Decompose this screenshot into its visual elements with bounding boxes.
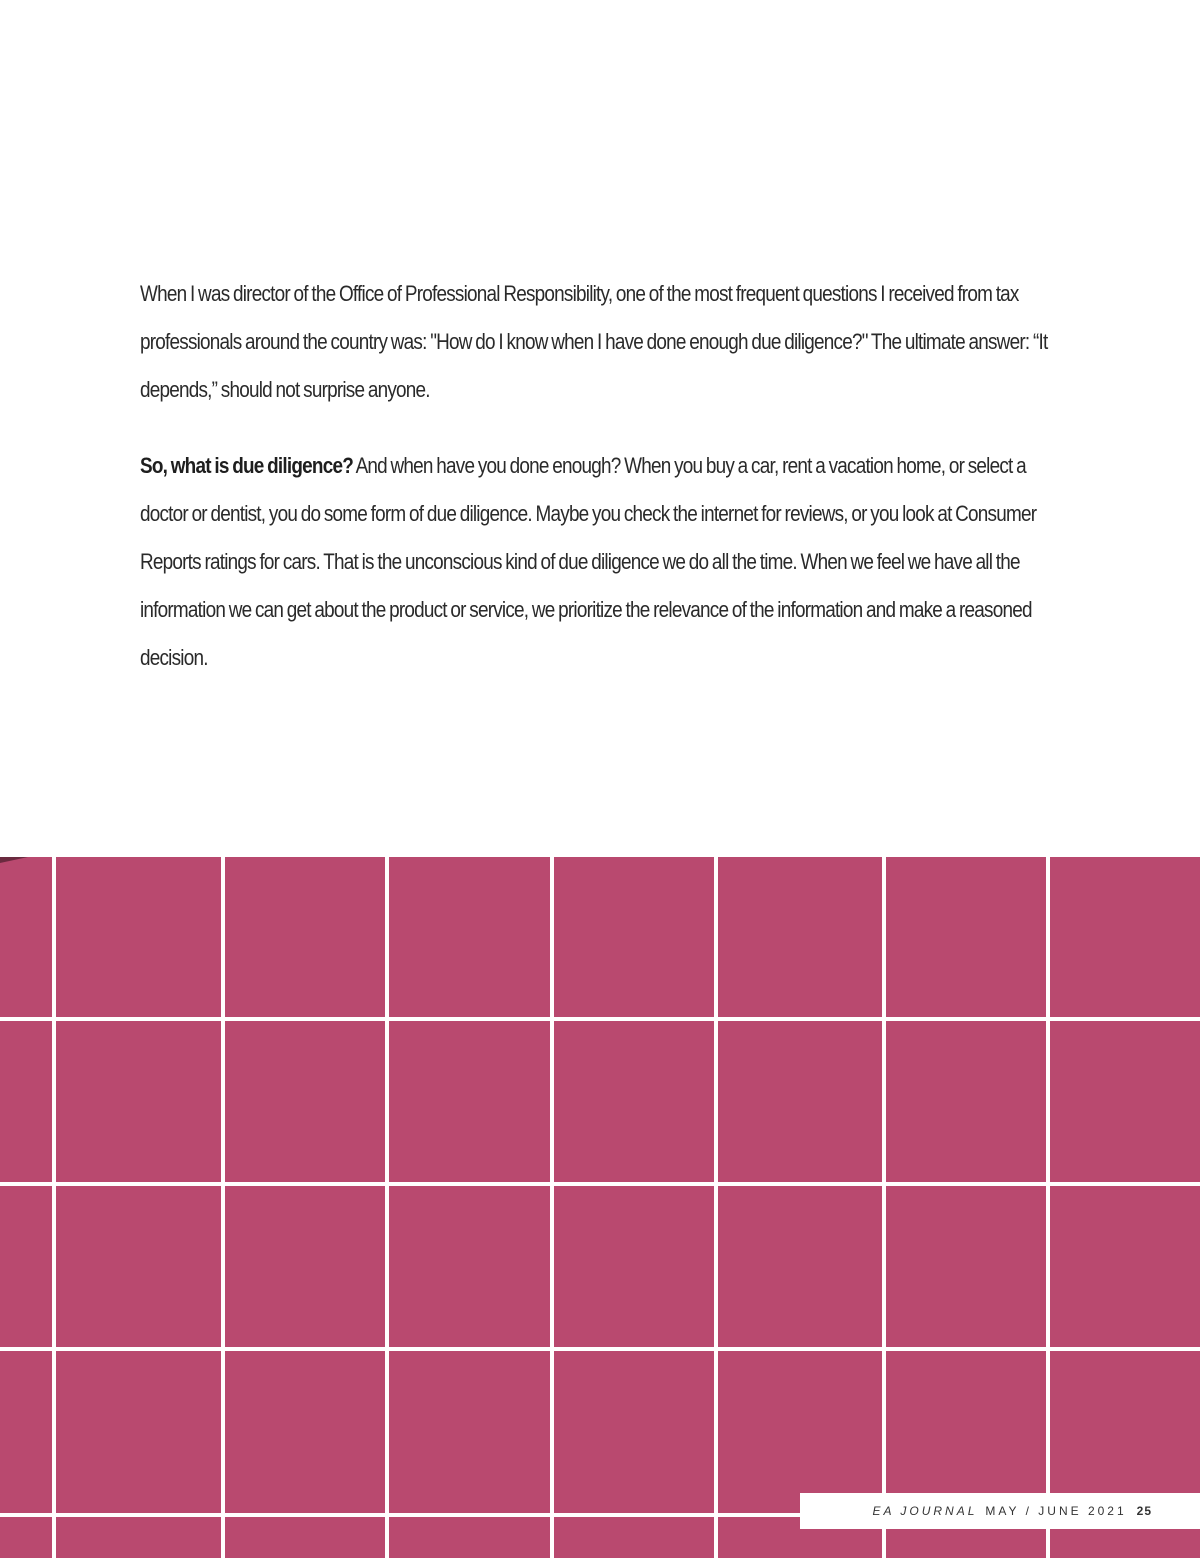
paragraph-intro: When I was director of the Office of Professional Responsibility, one of the most frequent questions I received from tax professionals around the country was: "How do I know when I have done enough due diligence?" The ultimate answer: “It depends,” should not surprise anyone. [140, 281, 1048, 402]
grout-line-vertical [1046, 857, 1050, 1558]
footer-issue-date: MAY / JUNE 2021 [985, 1504, 1127, 1518]
paragraph-lead-in: So, what is due diligence? [140, 453, 353, 478]
footer-page-number: 25 [1136, 1504, 1152, 1518]
article-body [140, 270, 1070, 682]
grout-line-vertical [221, 857, 225, 1558]
pink-tile-illustration [0, 857, 1200, 1558]
grout-line-vertical [882, 857, 886, 1558]
grout-line-vertical [52, 857, 56, 1558]
grout-line-vertical [550, 857, 554, 1558]
grout-line-horizontal [0, 1182, 1200, 1186]
grout-line-horizontal [0, 1347, 1200, 1351]
tile-grid-graphic [0, 857, 1200, 1558]
grout-line-vertical [714, 857, 718, 1558]
grout-line-horizontal [0, 1017, 1200, 1021]
page-footer [800, 1493, 1200, 1529]
footer-journal-name: EA JOURNAL [872, 1504, 978, 1518]
paragraph-due-diligence [140, 442, 1069, 682]
paragraph-body: And when have you done enough? When you buy a car, rent a vacation home, or select a doctor or dentist, you do some form of due diligence. Maybe you check the internet for reviews, or you look at Consumer Reports ratings for cars. That is the unconscious kind of due diligence we do all the time. When we feel we have all the information we can get about the product or service, we prioritize the relevance of the information and make a reasoned decision. [140, 453, 1037, 670]
grout-line-vertical [385, 857, 389, 1558]
tile-background [0, 857, 1200, 1558]
